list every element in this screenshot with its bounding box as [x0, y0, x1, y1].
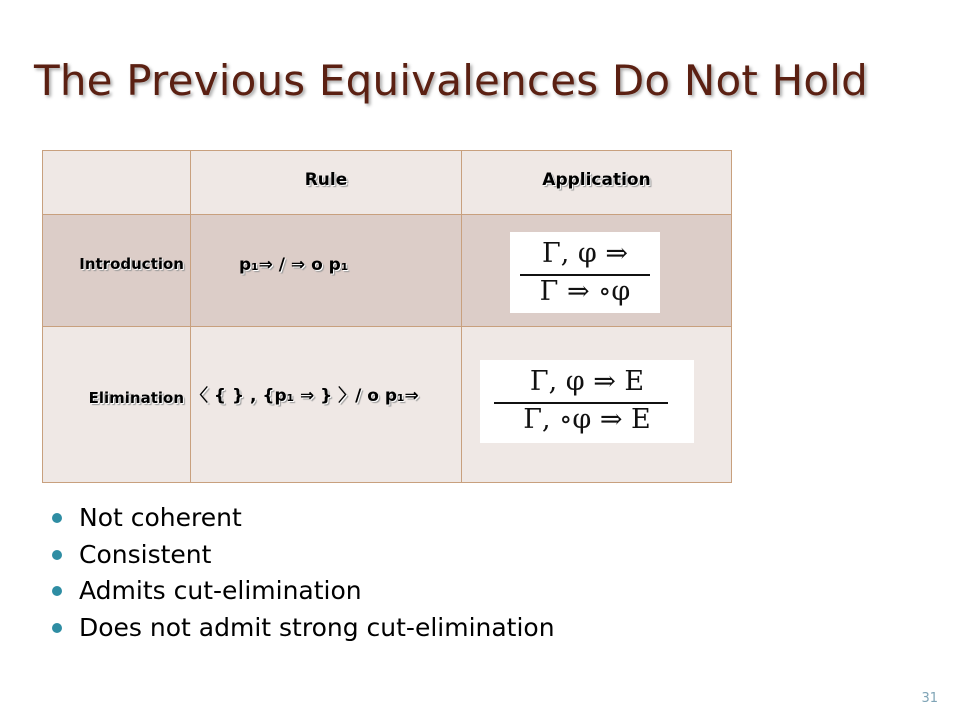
slide-title: The Previous Equivalences Do Not Hold	[34, 56, 869, 105]
introduction-conclusion: Γ ⇒ ∘φ	[539, 276, 631, 307]
bullet-text: Consistent	[79, 539, 212, 569]
row-label-cell	[43, 327, 191, 483]
table-header-row	[43, 151, 732, 215]
list-item	[52, 537, 555, 574]
introduction-premise: Γ, φ ⇒	[541, 238, 628, 269]
row-label-introduction: Introduction	[79, 254, 184, 273]
row-label-cell	[43, 215, 191, 327]
rule-cell-introduction	[191, 215, 462, 327]
rule-cell-elimination	[191, 327, 462, 483]
list-item	[52, 610, 555, 647]
header-application: Application	[542, 169, 651, 190]
bullet-list	[52, 500, 555, 646]
bullet-dot-icon	[52, 623, 62, 633]
bullet-dot-icon	[52, 513, 62, 523]
introduction-rule-image	[510, 232, 660, 313]
elimination-rule-image	[480, 360, 694, 443]
rule-text-introduction: p₁⇒ / ⇒ o p₁	[239, 254, 349, 275]
page-number: 31	[921, 691, 938, 706]
bullet-text: Does not admit strong cut-elimination	[79, 612, 555, 642]
header-empty-cell	[43, 151, 191, 215]
header-rule-cell	[191, 151, 462, 215]
bullet-text: Admits cut-elimination	[79, 576, 362, 605]
rule-text-elimination: 〈 { } , {p₁ ⇒ } 〉/ o p₁⇒	[191, 386, 419, 406]
header-application-cell	[462, 151, 732, 215]
bullet-dot-icon	[52, 550, 62, 560]
elimination-premise: Γ, φ ⇒ E	[529, 366, 645, 397]
header-rule: Rule	[304, 169, 348, 190]
list-item	[52, 573, 555, 610]
list-item	[52, 500, 555, 537]
bullet-text: Not coherent	[79, 503, 242, 532]
bullet-dot-icon	[52, 586, 62, 596]
elimination-conclusion: Γ, ∘φ ⇒ E	[523, 404, 651, 435]
row-label-elimination: Elimination	[88, 388, 184, 407]
